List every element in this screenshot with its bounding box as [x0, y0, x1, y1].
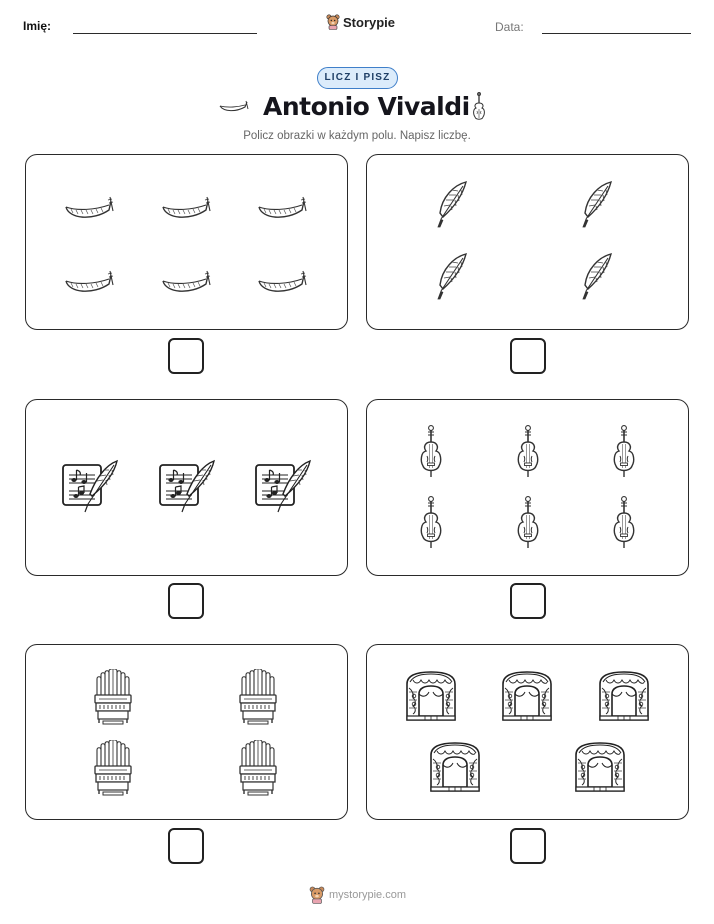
violin-icon — [514, 495, 542, 551]
counting-panel-organs — [25, 644, 348, 820]
gondola-icon — [62, 187, 116, 227]
quill-feather-icon — [432, 179, 472, 235]
answer-box-stages[interactable] — [510, 828, 546, 864]
answer-box-organs[interactable] — [168, 828, 204, 864]
counting-panel-violins — [366, 399, 689, 576]
bear-mascot-icon — [309, 886, 325, 904]
sheet-music-quill-icon — [253, 458, 313, 514]
pipe-organ-icon — [238, 669, 278, 725]
footer-site[interactable]: mystorypie.com — [329, 889, 407, 901]
violin-icon — [610, 424, 638, 480]
ornate-theater-stage-icon — [405, 670, 457, 722]
name-line[interactable] — [73, 33, 257, 34]
name-label: Imię: — [23, 19, 52, 33]
gondola-icon — [159, 187, 213, 227]
date-line[interactable] — [542, 33, 691, 34]
answer-box-quills[interactable] — [510, 338, 546, 374]
brand-name: Storypie — [343, 14, 396, 30]
violin-icon — [417, 495, 445, 551]
date-label: Data: — [495, 20, 524, 34]
answer-box-sheet-music[interactable] — [168, 583, 204, 619]
sheet-music-quill-icon — [60, 458, 120, 514]
violin-icon — [417, 424, 445, 480]
counting-panel-stages — [366, 644, 689, 820]
answer-box-violins[interactable] — [510, 583, 546, 619]
violin-icon — [470, 92, 488, 124]
counting-panel-sheet-music — [25, 399, 348, 576]
page-title: Antonio Vivaldi — [263, 92, 470, 121]
quill-feather-icon — [577, 251, 617, 307]
bear-mascot-icon — [326, 14, 340, 30]
activity-badge: LICZ I PISZ — [317, 67, 398, 89]
pipe-organ-icon — [93, 669, 133, 725]
gondola-icon — [218, 96, 250, 116]
ornate-theater-stage-icon — [598, 670, 650, 722]
gondola-icon — [255, 187, 309, 227]
quill-feather-icon — [432, 251, 472, 307]
gondola-icon — [62, 261, 116, 301]
pipe-organ-icon — [93, 740, 133, 796]
violin-icon — [514, 424, 542, 480]
sheet-music-quill-icon — [157, 458, 217, 514]
counting-panel-quills — [366, 154, 689, 330]
ornate-theater-stage-icon — [574, 741, 626, 793]
ornate-theater-stage-icon — [429, 741, 481, 793]
gondola-icon — [159, 261, 213, 301]
pipe-organ-icon — [238, 740, 278, 796]
instructions: Policz obrazki w każdym polu. Napisz liczbę. — [243, 130, 471, 142]
answer-box-gondolas[interactable] — [168, 338, 204, 374]
counting-panel-gondolas — [25, 154, 348, 330]
gondola-icon — [255, 261, 309, 301]
footer — [309, 886, 406, 904]
violin-icon — [610, 495, 638, 551]
ornate-theater-stage-icon — [501, 670, 553, 722]
quill-feather-icon — [577, 179, 617, 235]
brand-logo — [326, 14, 395, 30]
